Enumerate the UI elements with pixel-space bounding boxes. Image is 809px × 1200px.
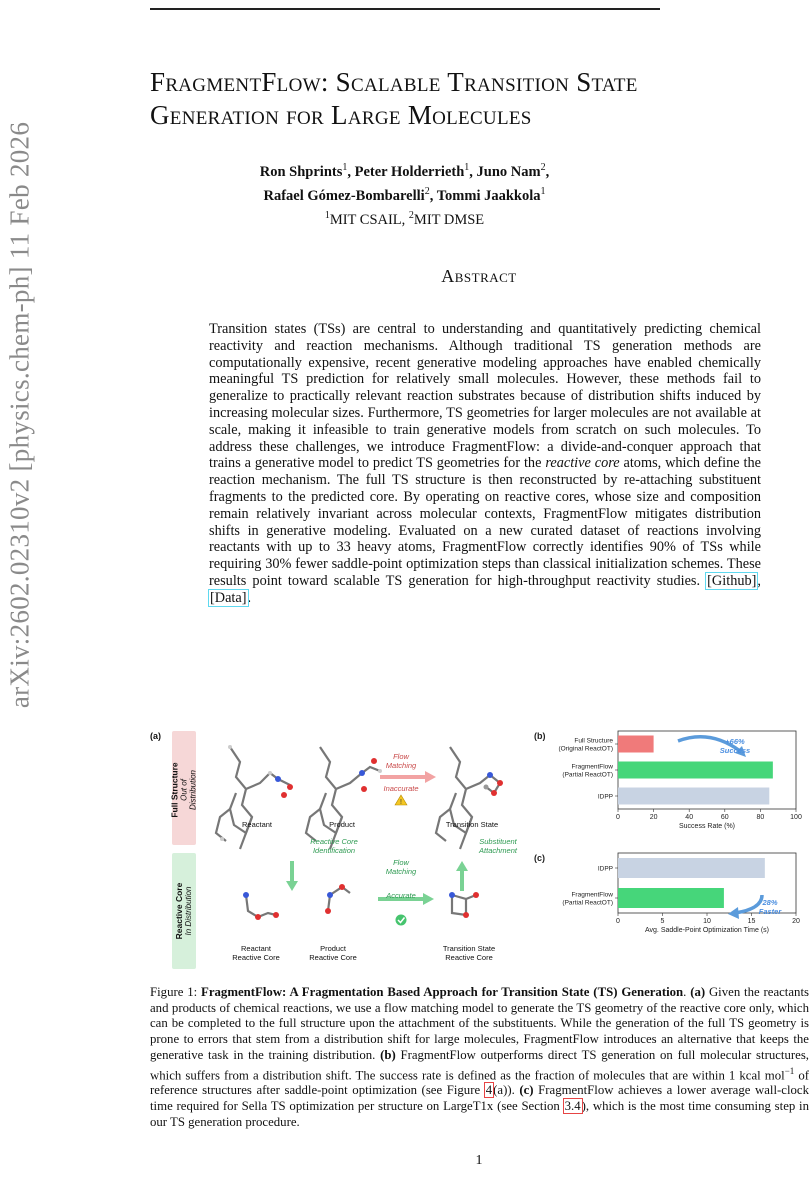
authors-line-1: Ron Shprints$^1$, Peter Holderrieth$^1$, Juno Nam$^2$, bbox=[259, 162, 550, 180]
annotation-faster-2: Faster bbox=[758, 907, 782, 916]
category-label: Full Structure bbox=[574, 737, 613, 745]
category-label: IDPP bbox=[597, 793, 613, 801]
x-tick-label: 10 bbox=[703, 918, 711, 925]
band-full-structure-text: Full Structure Out of Distribution bbox=[169, 762, 198, 818]
chart-panel-label: (c) bbox=[534, 853, 545, 863]
abstract-heading: Abstract bbox=[441, 266, 517, 286]
data-link[interactable]: [Data] bbox=[210, 589, 247, 606]
page-number: 1 bbox=[475, 1153, 483, 1168]
title-line-1: FragmentFlow: Scalable Transition State bbox=[150, 67, 638, 97]
x-tick-label: 5 bbox=[660, 918, 665, 925]
top-rule bbox=[150, 8, 660, 10]
faster-arrow-head bbox=[728, 907, 739, 919]
paper-title bbox=[150, 66, 780, 132]
category-label: IDPP bbox=[597, 865, 613, 873]
chart-panel-label: (b) bbox=[534, 731, 546, 741]
x-tick-label: 100 bbox=[790, 814, 802, 821]
figure-4-ref[interactable]: 4 bbox=[485, 1083, 493, 1098]
flow-label-top: Flow Matching bbox=[385, 752, 417, 770]
x-tick-label: 60 bbox=[720, 814, 729, 821]
product-core-label: Product Reactive Core bbox=[309, 944, 357, 962]
x-tick-label: 15 bbox=[747, 918, 756, 925]
author-block bbox=[0, 158, 809, 229]
x-tick-label: 20 bbox=[792, 918, 800, 925]
x-tick-label: 40 bbox=[685, 814, 694, 821]
category-label: (Original ReactOT) bbox=[558, 745, 613, 753]
bar-0-0 bbox=[618, 736, 654, 753]
bar-0-2 bbox=[618, 788, 769, 805]
abstract-body: Transition states (TSs) are central to understanding and quantitatively predicting chemical reactivity and reaction mechanisms. Although traditional TS generation methods are computationally expensive, recent generative modeling approaches have enabled chemically meaningful TS prediction for relatively small molecules. However, these methods fail to generalize to practically relevant reaction substrates because of distribution shifts induced by increasing molecular sizes. Furthermore, TS geometries for larger molecules are not available at scale, making it infeasible to train generative models from scratch on such molecules. To address these challenges, we introduce FragmentFlow: a divide-and-conquer approach that trains a generative model to predict TS geometries for the reactive core atoms, which define the reaction mechanism. The full TS structure is then reconstructed by re-attaching substituent fragments to the predicted core. By operating on reactive cores, whose size and composition remain relatively invariant across molecular contexts, FragmentFlow mitigates distribution shifts in generative modeling. Evaluated on a new curated dataset of reactions involving reactants with up to 33 heavy atoms, FragmentFlow correctly identifies 90% of TSs while requiring 30% fewer saddle-point optimization steps than classical initialization schemes. These results point toward scalable TS generation for high-throughput reactivity studies. [Github], [Data]. bbox=[209, 321, 761, 606]
ts-core-label: Transition State Reactive Core bbox=[442, 944, 496, 962]
bar-1-1 bbox=[618, 888, 724, 908]
x-tick-label: 0 bbox=[616, 814, 620, 821]
substituent-label: Substituent Attachment bbox=[479, 837, 517, 855]
reactant-core-label: Reactant Reactive Core bbox=[232, 944, 280, 962]
x-axis-label: Avg. Saddle-Point Optimization Time (s) bbox=[645, 927, 769, 934]
category-label: FragmentFlow bbox=[571, 763, 613, 771]
annotation-success-1: +66% bbox=[725, 737, 745, 746]
category-label: (Partial ReactOT) bbox=[562, 771, 613, 779]
x-axis-label: Success Rate (%) bbox=[678, 823, 736, 830]
figure-caption: Figure 1: FragmentFlow: A Fragmentation Based Approach for Transition State (TS) Generation. (a) Given the reactants and products of chemical reactions, we use a flow matching model to generate the TS geometry of the reactive core only, which can be completed to the full structure upon the attachment of the substituents. While the generation of the full TS geometry is prone to errors that stem from a distribution shift for large molecules, FragmentFlow introduces an alternative that keeps the generative task in the training distribution. (b) FragmentFlow outperforms direct TS generation on full molecular structures, which suffers from a distribution shift. The success rate is defined as the fraction of molecules that are within 1 kcal mol$^{-1}$ of reference structures after saddle-point optimization (see Figure 4(a)). (c) FragmentFlow achieves a lower average wall-clock time required for Sella TS optimization per structure on LargeT1x (see Section 3.4), which is the most time consuming step in our TS generation procedure. bbox=[150, 985, 809, 1129]
affiliations: $^1$MIT CSAIL, $^2$MIT DMSE bbox=[324, 209, 485, 228]
panel-a-label: (a) bbox=[150, 731, 161, 741]
svg-text:!: ! bbox=[400, 799, 402, 806]
authors-line-2: Rafael Gómez-Bombarelli$^2$, Tommi Jaakkola$^1$ bbox=[263, 185, 546, 204]
ts-label: Transition State bbox=[445, 820, 499, 829]
bar-1-0 bbox=[618, 858, 765, 878]
annotation-success-2: Success bbox=[719, 746, 751, 755]
reactive-core-id-label: Reactive Core Identification bbox=[310, 837, 358, 855]
accurate-label: Accurate bbox=[386, 891, 416, 900]
x-tick-label: 20 bbox=[649, 814, 658, 821]
section-3-4-ref[interactable]: 3.4 bbox=[564, 1099, 581, 1114]
flow-label-bottom: Flow Matching bbox=[385, 858, 417, 876]
title-line-2: Generation for Large Molecules bbox=[150, 100, 532, 130]
category-label: (Partial ReactOT) bbox=[562, 899, 613, 907]
reactant-label: Reactant bbox=[241, 820, 273, 829]
category-label: FragmentFlow bbox=[571, 891, 613, 899]
x-tick-label: 80 bbox=[756, 814, 765, 821]
inaccurate-label: Inaccurate bbox=[383, 784, 419, 793]
band-reactive-core-text: Reactive Core In Distribution bbox=[174, 882, 193, 940]
arxiv-identifier[interactable]: arXiv:2602.02310v2 [physics.chem-ph] 11 Feb 2026 bbox=[4, 121, 35, 709]
bar-0-1 bbox=[618, 762, 773, 779]
github-link[interactable]: [Github] bbox=[707, 572, 757, 589]
product-label: Product bbox=[329, 820, 355, 829]
annotation-faster-1: 28% bbox=[762, 898, 778, 907]
x-tick-label: 0 bbox=[616, 918, 620, 925]
